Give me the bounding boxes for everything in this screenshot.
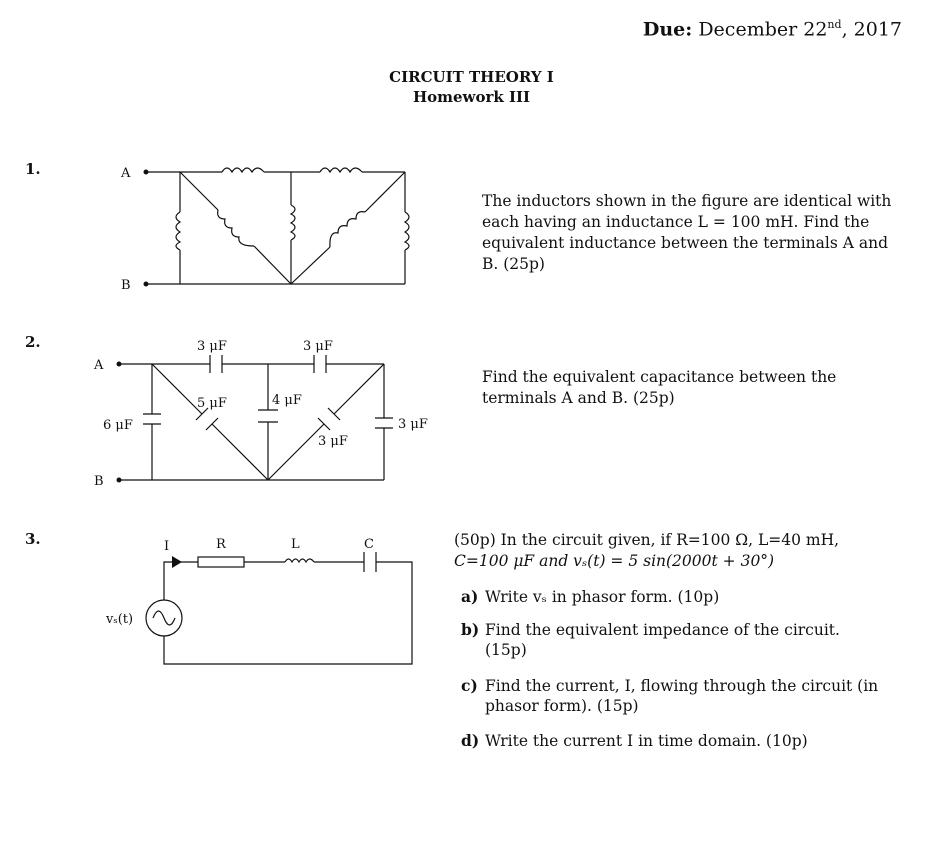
q3-intro-line2: C=100 μF and vₛ(t) = 5 sin(2000t + 30°) xyxy=(454,552,775,570)
q1-text: The inductors shown in the figure are identical with each having an inductance L = 100 mH. Find the equivalent inductance between the terminals A and B. (25p) xyxy=(482,192,892,273)
q3-part-b-label: b) xyxy=(461,620,480,639)
q2-node-a-label: A xyxy=(94,358,104,373)
q3-part-c-text: Find the current, I, flowing through the circuit (in phasor form). (15p) xyxy=(485,677,879,715)
q3-inductor xyxy=(285,559,314,562)
q3-part-a xyxy=(461,587,881,607)
q3-part-a-text: Write vₛ in phasor form. (10p) xyxy=(485,588,720,606)
q1-node-a-label: A xyxy=(121,166,131,181)
q1-number: 1. xyxy=(25,160,41,178)
q3-part-d xyxy=(461,731,881,751)
q3-part-b xyxy=(461,620,881,660)
q3-label-i: I xyxy=(164,539,170,554)
q2-text: Find the equivalent capacitance between the terminals A and B. (25p) xyxy=(482,368,837,407)
q3-part-b-text: Find the equivalent impedance of the circuit. (15p) xyxy=(485,621,840,659)
q3-intro-line1: (50p) In the circuit given, if R=100 Ω, L=40 mH, xyxy=(454,531,840,549)
q2-label-right: 3 μF xyxy=(398,417,428,432)
q2-label-diag-left: 5 μF xyxy=(197,396,227,411)
q3-intro xyxy=(454,530,904,572)
q3-number: 3. xyxy=(25,530,41,548)
q2-label-center: 4 μF xyxy=(272,393,302,408)
q3-label-c: C xyxy=(364,537,374,552)
q2-node-b-label: B xyxy=(94,474,104,489)
q3-capacitor xyxy=(364,552,376,572)
q3-part-a-label: a) xyxy=(461,587,479,606)
q2-label-top-left: 3 μF xyxy=(197,339,227,354)
q3-part-c xyxy=(461,676,881,716)
due-text: December 22 xyxy=(698,18,828,41)
due-year: , 2017 xyxy=(841,18,902,41)
q3-label-l: L xyxy=(291,537,300,552)
due-sup: nd xyxy=(827,18,842,31)
homework-title: Homework III xyxy=(412,88,531,106)
course-title: CIRCUIT THEORY I xyxy=(389,68,554,86)
q3-part-d-label: d) xyxy=(461,731,480,750)
q2-label-top-right: 3 μF xyxy=(303,339,333,354)
q3-sine-icon xyxy=(153,611,175,625)
q3-current-arrow xyxy=(172,556,182,568)
q2-label-diag-right: 3 μF xyxy=(318,434,348,449)
q3-part-d-text: Write the current I in time domain. (10p) xyxy=(485,732,808,750)
q3-part-c-label: c) xyxy=(461,676,478,695)
q1-node-b-label: B xyxy=(121,278,131,293)
q2-label-left: 6 μF xyxy=(103,418,133,433)
q3-resistor xyxy=(198,557,244,567)
q2-number: 2. xyxy=(25,333,41,351)
due-label: Due: xyxy=(642,18,693,41)
q3-label-vs: vₛ(t) xyxy=(106,612,134,627)
q3-label-r: R xyxy=(216,537,226,552)
